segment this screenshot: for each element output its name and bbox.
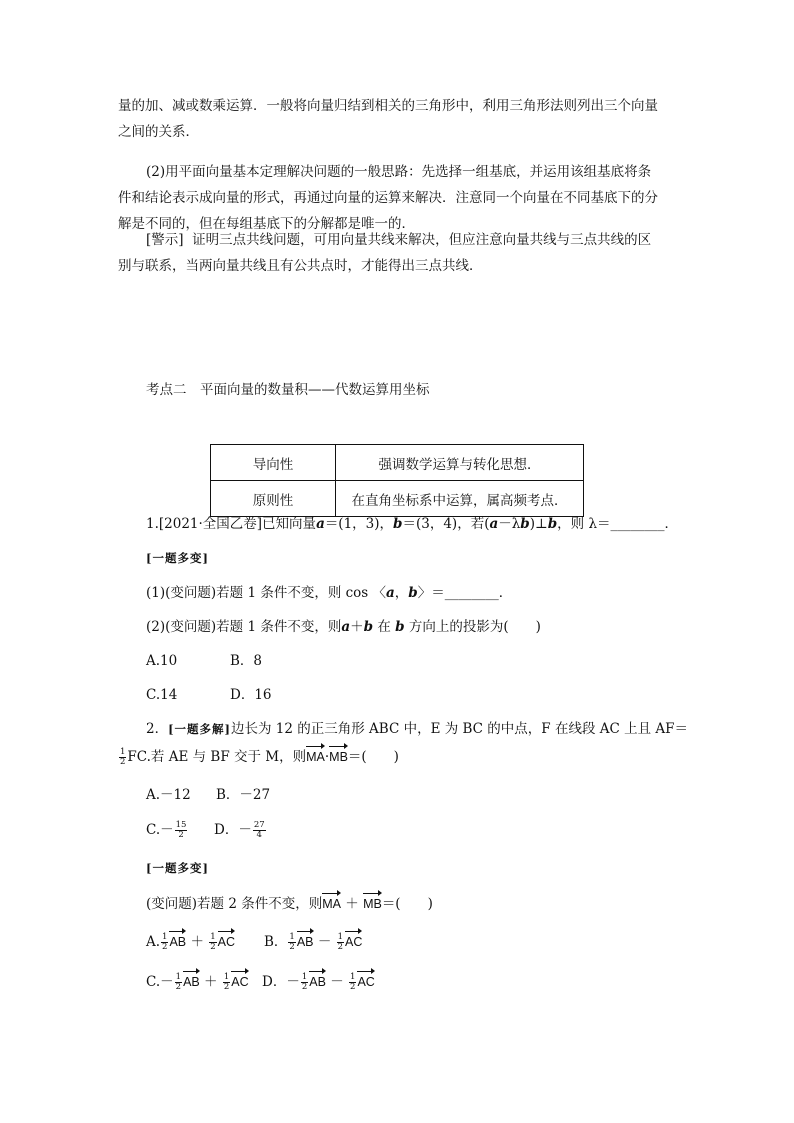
plus-operator: ＋ [190,934,204,950]
fraction-half [161,933,168,952]
q2-option-c [146,820,188,840]
paragraph-2-line-2: 件和结论表示成向量的形式，再通过向量的运算来解决．注意同一个向量在不同基底下的分 [118,190,658,206]
option-c-label: C.－ [146,822,174,838]
fraction-half [223,973,230,992]
table-row [211,481,584,517]
vector-ac: AC [357,972,374,992]
variant-2-prefix: (2)(变问题)若题 1 条件不变，则 [146,619,342,635]
frac-num: 1 [350,972,356,982]
option-label: B． [264,934,288,950]
frac-den: 2 [175,982,182,992]
variation-tag: [一题多变] [146,551,209,565]
question-1-perp: )⊥ [529,516,548,532]
variant-option-b [264,932,362,952]
variant-1-suffix: 〉＝________． [417,585,513,601]
frac-num: 1 [301,972,308,982]
frac-den: 2 [210,942,216,952]
frac-den: 2 [120,757,126,767]
question-2-suffix: ＝( ) [347,749,399,765]
variant-1-prefix: (1)(变问题)若题 1 条件不变，则 cos 〈 [146,585,387,601]
question-1 [146,514,678,534]
paragraph-2-line-3: 解是不同的，但在每组基底下的分解都是唯一的． [118,216,415,232]
q2-option-d [214,820,267,840]
vector-ac: AC [345,932,362,952]
frac-den: 2 [350,982,356,992]
vector-ab: AB [169,932,186,952]
fraction-half [337,933,344,952]
frac-den: 2 [337,942,344,952]
section-title: 考点二 平面向量的数量积——代数运算用坐标 [146,382,430,398]
vector-ac: AC [231,972,248,992]
vector-a: a [386,585,395,601]
table-cell-value: 在直角坐标系中运算，属高频考点． [336,481,584,517]
vector-b: b [363,619,374,635]
frac-num: 27 [253,820,265,830]
frac-den: 4 [256,830,262,840]
option-label: D．－ [262,974,300,990]
question-1-suffix: ，则 λ＝________． [557,516,679,532]
option-b: B．8 [230,653,263,669]
vector-ac: AC [218,932,235,952]
fraction-half [209,933,216,952]
plus-operator: ＋ [345,896,359,912]
question-1-variant-2 [146,617,541,637]
vector-ab: AB [183,972,200,992]
vector-b: b [408,585,418,601]
variant-prefix: (变问题)若题 2 条件不变，则 [146,896,323,912]
fraction [253,821,266,840]
fraction-half [301,973,308,992]
question-1-eq1: ＝(1，3)， [324,516,394,532]
vector-a: a [341,619,351,635]
frac-num: 1 [162,932,168,942]
vector-ma: MA [322,894,341,914]
question-2-number: 2． [146,721,169,737]
vector-ab: AB [309,972,326,992]
question-1-eq2: ＝(3，4)，若( [402,516,490,532]
variant-option-d [262,972,375,992]
intro-line-2: 之间的关系． [118,124,199,140]
vector-mb: MB [329,747,348,767]
vector-b: b [547,516,558,532]
variant-2-suffix: 方向上的投影为( ) [408,619,541,635]
frac-den: 2 [223,982,230,992]
warning-line-1 [146,230,651,250]
frac-den: 2 [289,942,295,952]
plus-operator: ＋ [204,974,218,990]
vector-mb: MB [363,894,382,914]
frac-den: 2 [301,982,308,992]
option-d: D．16 [230,687,272,703]
table-row [211,445,584,481]
fraction-half [349,973,356,992]
vector-a: a [489,516,499,532]
table-cell-value: 强调数学运算与转化思想． [336,445,584,481]
minus-operator: － [317,934,332,950]
question-2-line-1 [146,719,688,739]
variant-2-plus: ＋ [350,619,364,635]
frac-num: 1 [289,932,295,942]
vector-ab: AB [297,932,314,952]
fraction-half [288,933,295,952]
vector-ma: MA [306,747,325,767]
variant-suffix: ＝( ) [381,896,433,912]
frac-num: 15 [175,820,187,830]
vector-a: a [316,516,325,532]
variant-option-c [146,972,249,992]
fraction [175,821,188,840]
warning-text-1: 证明三点共线问题，可用向量共线来解决，但应注意向量共线与三点共线的区 [192,232,652,248]
minus-operator: － [330,974,344,990]
variation-tag-2: [一题多变] [146,861,209,875]
question-2-text: 边长为 12 的正三角形 ABC 中，E 为 BC 的中点，F 在线段 AC 上且 AF＝ [230,721,689,737]
frac-num: 1 [210,932,216,942]
question-1-variant-1 [146,583,512,603]
question-2-line-2 [118,747,399,767]
frac-num: 1 [120,747,126,757]
frac-num: 1 [337,932,344,942]
multi-solution-tag: [一题多解] [168,722,231,736]
fraction-half [119,748,126,767]
q2-option-a: A.－12 [146,787,191,803]
question-1-minus: －λ [498,516,521,532]
option-c: C.14 [146,687,178,703]
intro-line-1: 量的加、减或数乘运算．一般将向量归结到相关的三角形中，利用三角形法则列出三个向量 [118,98,658,114]
warning-line-2: 别与联系，当两向量共线且有公共点时，才能得出三点共线． [118,258,483,274]
option-label: A. [146,934,161,950]
option-d-label: D．－ [214,822,252,838]
question-2-variant [146,894,433,914]
q2-option-b: B．－27 [216,787,271,803]
vector-b: b [393,516,403,532]
frac-den: 2 [162,942,168,952]
table-cell-key: 导向性 [211,445,336,481]
frac-den: 2 [178,830,184,840]
frac-num: 1 [223,972,230,982]
variant-option-a [146,932,235,952]
fraction-half [175,973,182,992]
question-2-text-2: FC.若 AE 与 BF 交于 M，则 [127,749,307,765]
dot-operator: · [324,749,330,765]
question-1-prefix: 1.[2021·全国乙卷]已知向量 [146,516,317,532]
warning-tag: [警示] [146,232,184,248]
vector-b: b [520,516,530,532]
variant-2-mid: 在 [377,619,391,635]
variant-1-comma: ， [394,585,409,601]
option-a: A.10 [146,653,178,669]
table-cell-key: 原则性 [211,481,336,517]
option-label: C.－ [146,974,174,990]
guide-table [210,444,584,517]
vector-b: b [395,619,405,635]
frac-num: 1 [175,972,182,982]
paragraph-2-line-1: (2)用平面向量基本定理解决问题的一般思路：先选择一组基底，并运用该组基底将条 [146,164,652,180]
